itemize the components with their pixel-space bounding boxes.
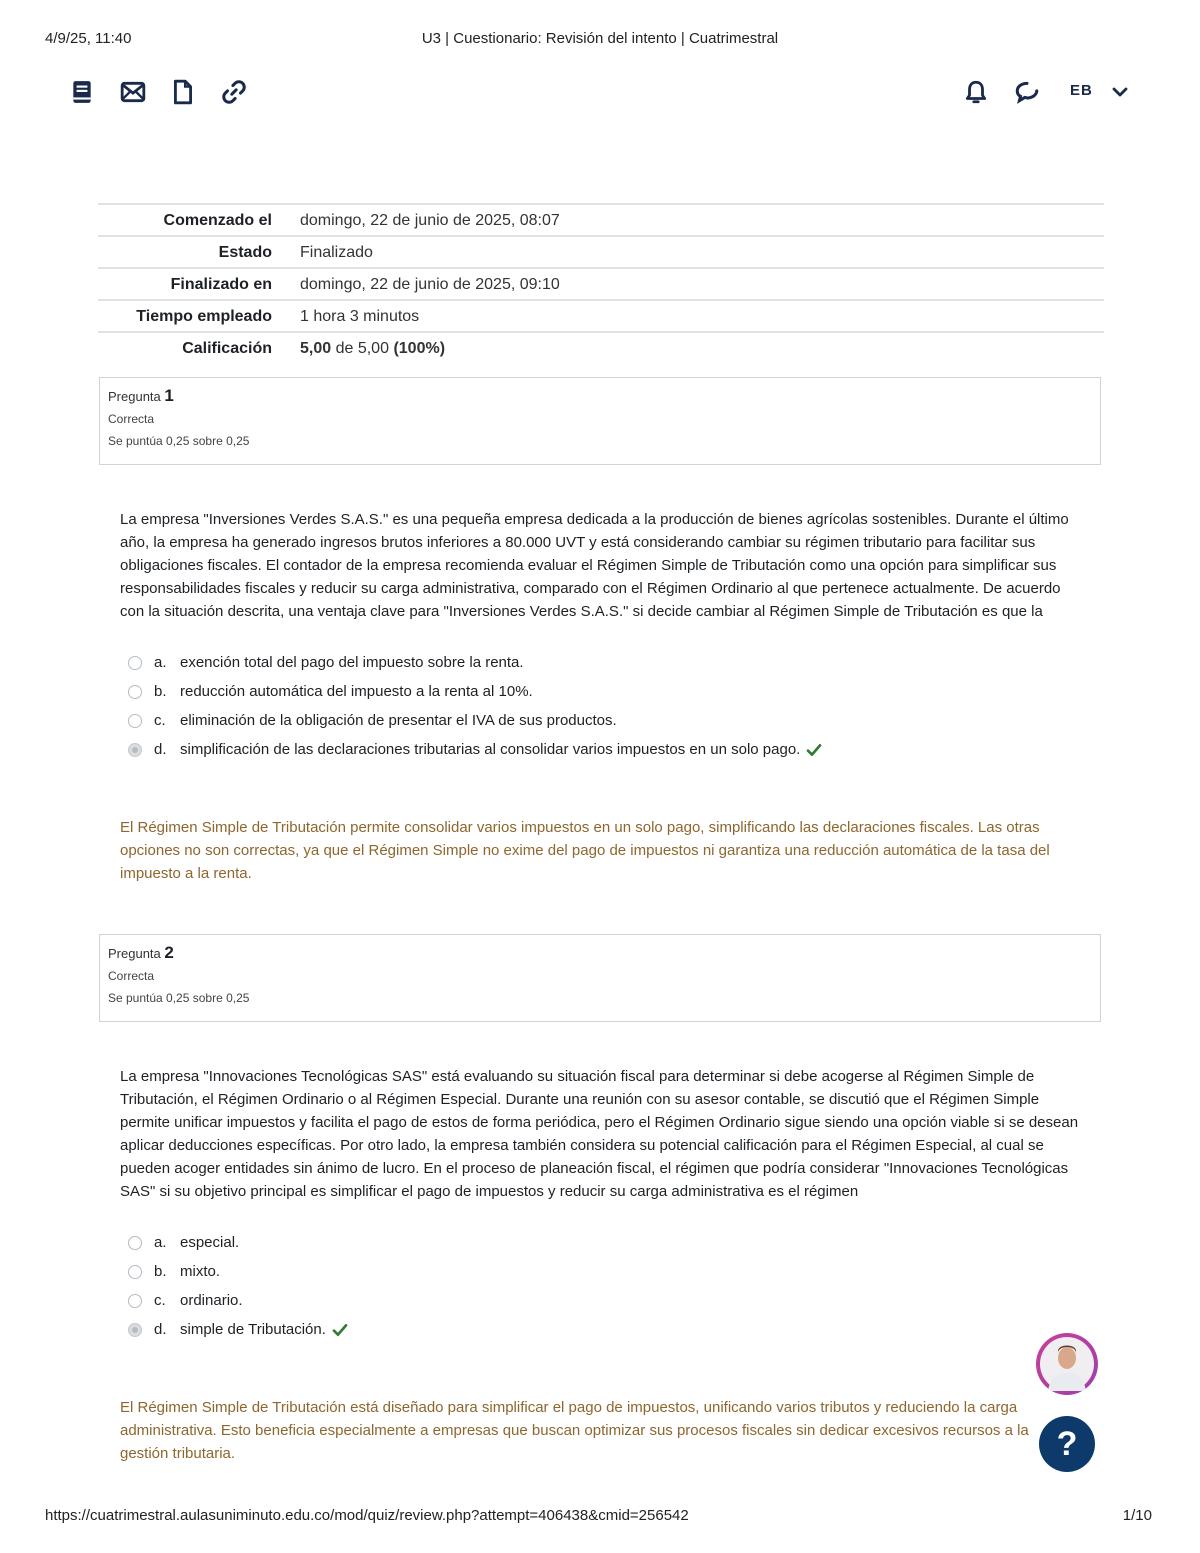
- answer-option: [128, 706, 1028, 735]
- question-text: La empresa "Innovaciones Tecnológicas SAS" está evaluando su situación fiscal para determinar si debe acogerse al Régimen Simple de Tributación, el Régimen Ordinario o al Régimen Especial. Durante una reunión con su asesor contable, se discutió que el Régimen Simple permite unificar impuestos y facilita el pago de estos de forma periódica, pero el Régimen Ordinario sigue siendo una opción viable si se desean aplicar deducciones específicas. Por otro lado, la empresa también considera su potencial calificación para el Régimen Especial, al cual se pueden acoger entidades sin ánimo de lucro. En el proceso de planeación fiscal, el régimen que podría considerar "Innovaciones Tecnológicas SAS" si su objetivo principal es simplificar el pago de impuestos y reducir su carga administrativa es el régimen: [120, 1068, 1079, 1200]
- general-feedback: El Régimen Simple de Tributación está diseñado para simplificar el pago de impuestos, unificando varios tributos y reduciendo la carga administrativa. Esto beneficia especialmente a empresas que buscan optimizar sus procesos fiscales sin dedicar excesivos recursos a la gestión tributaria.: [120, 1399, 1029, 1462]
- grade-score: 5,00: [300, 340, 332, 357]
- answer-text: especial.: [180, 1234, 240, 1251]
- answer-option: [128, 1286, 1028, 1315]
- answer-option: [128, 677, 1028, 706]
- answer-radio[interactable]: [128, 714, 142, 728]
- summary-value: domingo, 22 de junio de 2025, 09:10: [290, 268, 1104, 300]
- answer-text: ordinario.: [180, 1292, 243, 1309]
- answer-radio[interactable]: [128, 1236, 142, 1250]
- question-state: Correcta: [108, 969, 155, 983]
- person-icon: [1036, 1333, 1098, 1395]
- answer-radio[interactable]: [128, 685, 142, 699]
- summary-grade-value: [290, 332, 1104, 363]
- user-menu-initials[interactable]: EB: [1070, 82, 1093, 99]
- grade-percent: (100%): [393, 340, 446, 357]
- answer-text: mixto.: [180, 1263, 221, 1280]
- chevron-down-icon[interactable]: [1108, 80, 1132, 104]
- answer-radio[interactable]: [128, 1294, 142, 1308]
- answer-list: [128, 1228, 1028, 1344]
- summary-value: domingo, 22 de junio de 2025, 08:07: [290, 204, 1104, 236]
- question-number-value: 2: [164, 943, 174, 962]
- answer-radio-selected[interactable]: [128, 1323, 142, 1337]
- question-info-box: [99, 934, 1101, 1022]
- question-info-box: [99, 377, 1101, 465]
- answer-letter: d.: [154, 741, 167, 758]
- question-text: La empresa "Inversiones Verdes S.A.S." es una pequeña empresa dedicada a la producción de bienes agrícolas sostenibles. Durante el último año, la empresa ha generado ingresos brutos inferiores a 80.000 UVT y está considerando cambiar su régimen tributario para facilitar sus obligaciones fiscales. El contador de la empresa recomienda evaluar el Régimen Simple de Tributación como una opción para simplificar sus responsabilidades fiscales y reducir su carga administrativa, comparado con el Régimen Ordinario al que pertenece actualmente. De acuerdo con la situación descrita, una ventaja clave para "Inversiones Verdes S.A.S." si decide cambiar al Régimen Simple de Tributación es que la: [120, 511, 1069, 620]
- book-icon[interactable]: [67, 76, 97, 108]
- summary-row-grade: [98, 332, 1104, 363]
- question-label: Pregunta: [108, 389, 161, 404]
- print-url: https://cuatrimestral.aulasuniminuto.edu.co/mod/quiz/review.php?attempt=406438&cmid=256542: [45, 1507, 689, 1524]
- answer-option-selected: [128, 1315, 1028, 1344]
- answer-letter: d.: [154, 1321, 167, 1338]
- print-datetime: 4/9/25, 11:40: [45, 30, 132, 47]
- answer-letter: c.: [154, 1292, 166, 1309]
- answer-option: [128, 648, 1028, 677]
- print-page-title: U3 | Cuestionario: Revisión del intento | Cuatrimestral: [421, 30, 779, 47]
- answer-option: [128, 1257, 1028, 1286]
- answer-radio[interactable]: [128, 656, 142, 670]
- answer-letter: a.: [154, 1234, 167, 1251]
- chat-icon[interactable]: [1012, 76, 1042, 108]
- summary-label: Finalizado en: [98, 268, 290, 300]
- answer-text: simplificación de las declaraciones tributarias al consolidar varios impuestos en un solo pago.: [180, 741, 801, 758]
- correct-check-icon: [806, 742, 822, 758]
- grade-of: de 5,00: [335, 340, 389, 357]
- summary-row-state: [98, 236, 1104, 268]
- summary-value: Finalizado: [290, 236, 1104, 268]
- summary-label: Estado: [98, 236, 290, 268]
- question-number-value: 1: [164, 386, 174, 405]
- bell-icon[interactable]: [961, 76, 991, 108]
- answer-letter: c.: [154, 712, 166, 729]
- general-feedback: El Régimen Simple de Tributación permite consolidar varios impuestos en un solo pago, simplificando las declaraciones fiscales. Las otras opciones no son correctas, ya que el Régimen Simple no exime del pago de impuestos ni garantiza una reducción automática de la tasa del impuesto a la renta.: [120, 819, 1050, 882]
- summary-label: Comenzado el: [98, 204, 290, 236]
- answer-letter: b.: [154, 1263, 167, 1280]
- summary-value: 1 hora 3 minutos: [290, 300, 1104, 332]
- assistant-avatar[interactable]: [1036, 1333, 1098, 1395]
- question-grade: Se puntúa 0,25 sobre 0,25: [108, 434, 250, 448]
- mail-icon[interactable]: [118, 76, 148, 108]
- answer-text: exención total del pago del impuesto sobre la renta.: [180, 654, 524, 671]
- answer-option-selected: [128, 735, 1028, 764]
- summary-row-started: [98, 204, 1104, 236]
- answer-letter: b.: [154, 683, 167, 700]
- document-icon[interactable]: [168, 76, 198, 108]
- print-page-number: 1/10: [1122, 1507, 1152, 1524]
- help-button[interactable]: ?: [1039, 1416, 1095, 1472]
- summary-row-time: [98, 300, 1104, 332]
- summary-row-finished: [98, 268, 1104, 300]
- question-grade: Se puntúa 0,25 sobre 0,25: [108, 991, 250, 1005]
- correct-check-icon: [332, 1322, 348, 1338]
- answer-letter: a.: [154, 654, 167, 671]
- answer-option: [128, 1228, 1028, 1257]
- question-number: [108, 386, 1092, 406]
- answer-radio[interactable]: [128, 1265, 142, 1279]
- summary-label: Tiempo empleado: [98, 300, 290, 332]
- question-label: Pregunta: [108, 946, 161, 961]
- answer-radio-selected[interactable]: [128, 743, 142, 757]
- answer-text: simple de Tributación.: [180, 1321, 326, 1338]
- answer-list: [128, 648, 1028, 764]
- answer-text: reducción automática del impuesto a la renta al 10%.: [180, 683, 533, 700]
- navbar: [0, 76, 1200, 110]
- answer-text: eliminación de la obligación de presentar el IVA de sus productos.: [180, 712, 617, 729]
- attempt-summary-table: [98, 203, 1104, 363]
- question-number: [108, 943, 1092, 963]
- summary-label: Calificación: [98, 332, 290, 363]
- link-icon[interactable]: [219, 76, 249, 108]
- question-state: Correcta: [108, 412, 155, 426]
